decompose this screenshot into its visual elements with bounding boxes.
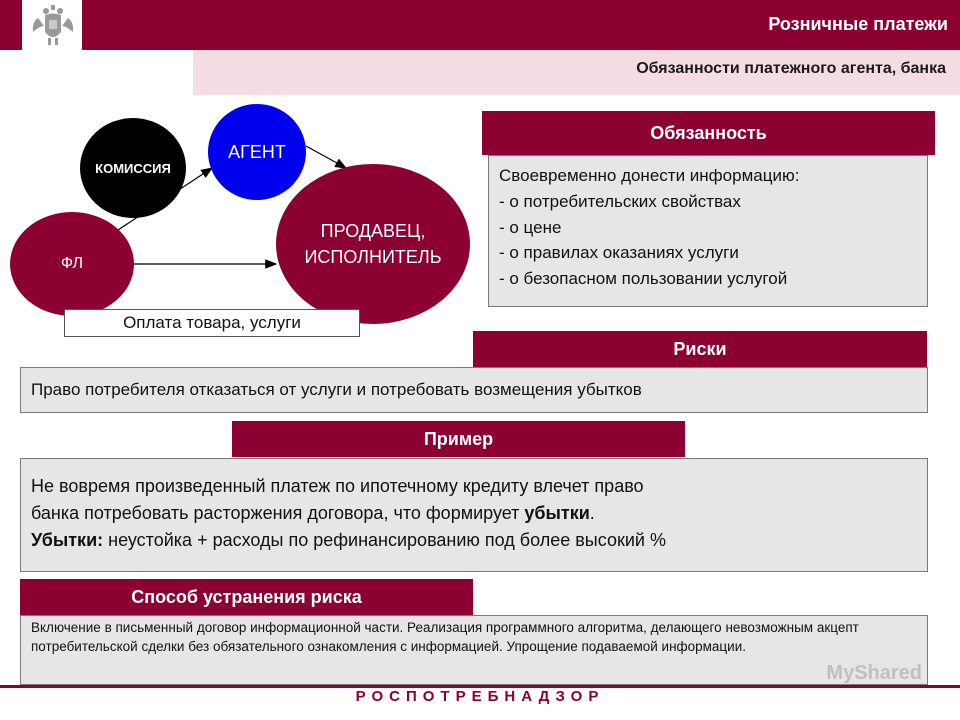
duty-line: - о потребительских свойствах [499,191,741,211]
node-agent-label: АГЕНТ [228,141,286,162]
example-emphasis: убытки [524,503,590,523]
footer-org-name: РОСПОТРЕБНАДЗОР [355,688,605,705]
duty-line: - о безопасном пользовании услугой [499,269,788,289]
page-title: Розничные платежи [768,14,948,34]
risks-box: Право потребителя отказаться от услуги и потребовать возмещения убытков [20,367,928,413]
example-text: неустойка + расходы по рефинансированию под более высокий % [103,530,666,550]
remedy-header: Способ устранения риска [20,579,473,615]
risks-header: Риски [473,331,927,367]
node-komissiya-label: КОМИССИЯ [95,160,171,176]
example-emphasis: Убытки: [31,530,104,550]
payment-label: Оплата товара, услуги [64,309,360,337]
example-box [20,458,928,572]
example-text: . [589,503,595,523]
example-line-1: Не вовремя произведенный платеж по ипотечному кредиту влечет право [31,476,644,496]
duty-box [488,155,928,307]
arrow-agent-to-seller [306,146,346,168]
example-text: банка потребовать расторжения договора, что формирует [31,503,525,523]
node-fl [10,212,134,316]
example-line-2 [31,500,917,527]
duty-line: - о правилах оказаниях услуги [499,243,739,263]
node-komissiya [80,118,186,218]
example-line-3 [31,527,917,554]
node-seller [276,164,470,324]
duty-line: - о цене [499,217,562,237]
node-seller-label-1: ПРОДАВЕЦ, [320,220,426,241]
duty-line: Своевременно донести информацию: [499,166,800,185]
watermark: MyShared [826,662,922,684]
header-left-strip [0,0,24,50]
duty-header: Обязанность [482,111,935,155]
node-agent [208,104,306,200]
remedy-box: Включение в письменный договор информационной части. Реализация программного алгоритма, делающего невозможным акцепт потребительской сделки без обязательного ознакомления с информацией. Упрощение подаваемой информации. [20,615,928,685]
example-header: Пример [232,421,685,457]
node-fl-label: ФЛ [60,255,84,272]
node-seller-label-2: ИСПОЛНИТЕЛЬ [304,247,442,267]
coat-of-arms-icon [24,0,82,50]
page-subtitle: Обязанности платежного агента, банка [636,60,946,77]
